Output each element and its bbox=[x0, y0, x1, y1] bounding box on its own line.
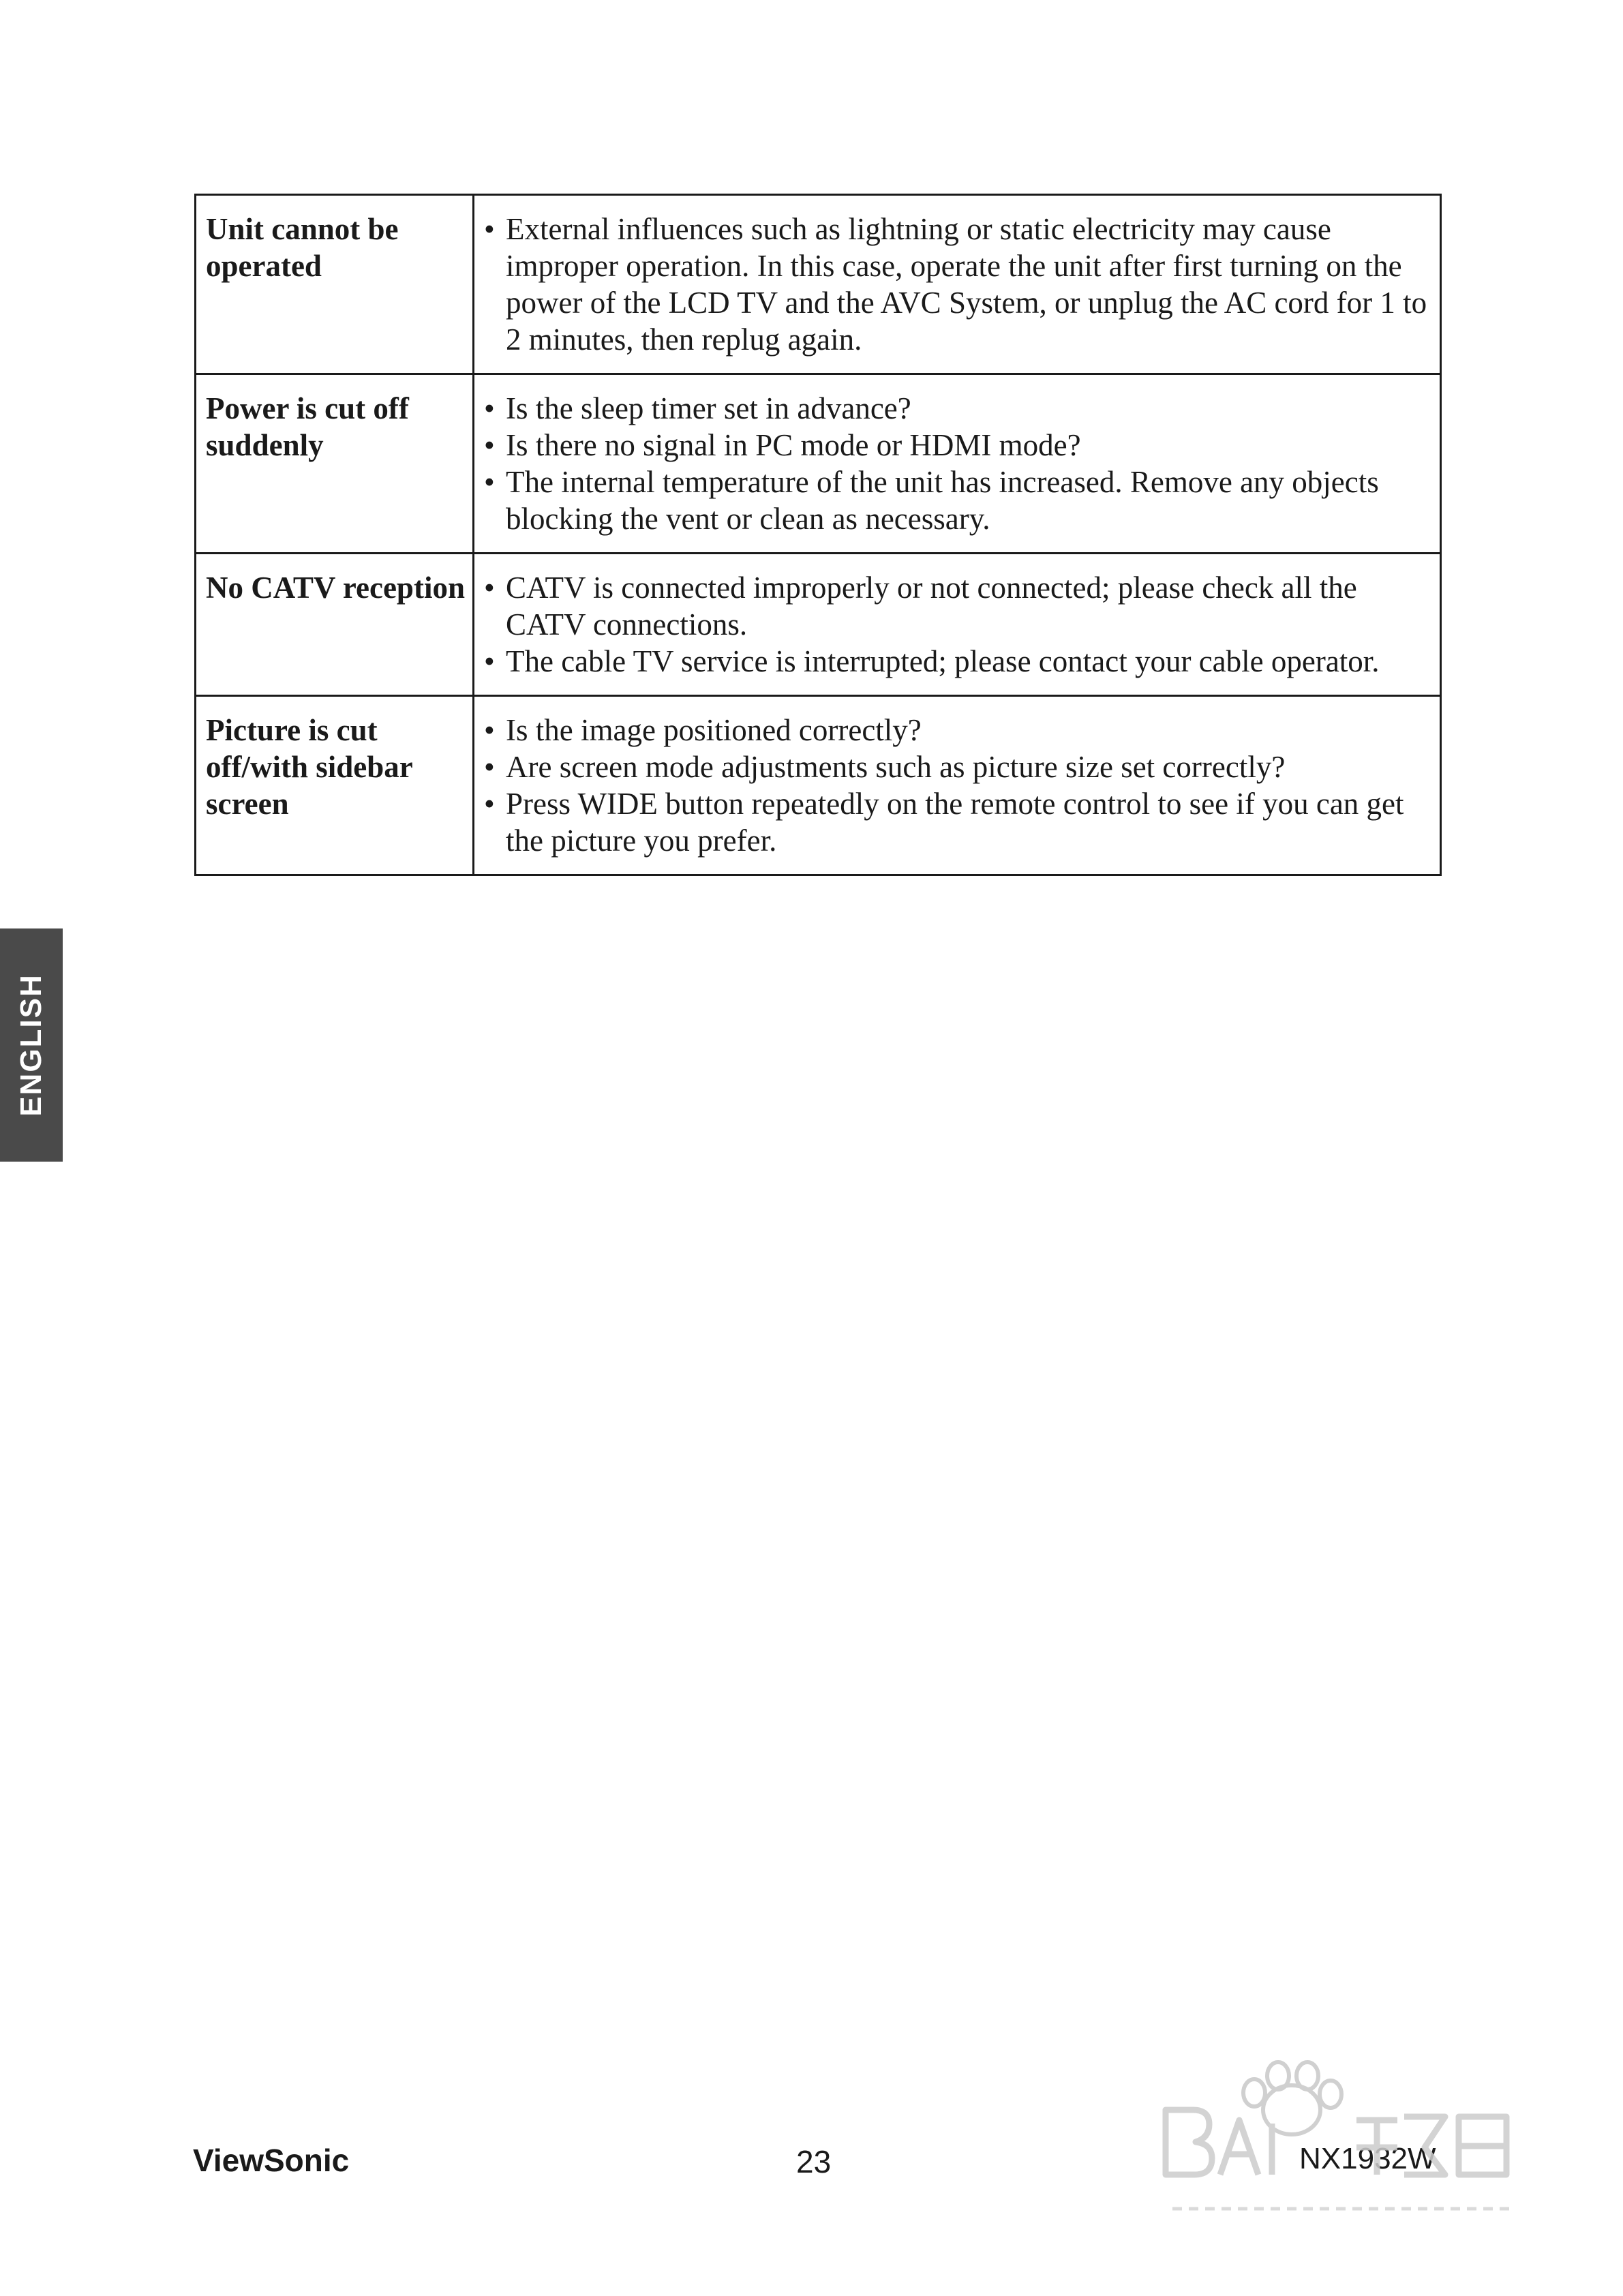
problem-cell: Unit cannot be operated bbox=[196, 195, 474, 374]
solution-item: • CATV is connected improperly or not connected; please check all the CATV connections. bbox=[484, 569, 1433, 643]
solution-item: • Are screen mode adjustments such as picture size set correctly? bbox=[484, 749, 1433, 785]
solution-item: • Is there no signal in PC mode or HDMI mode? bbox=[484, 427, 1433, 464]
problem-cell: Power is cut off suddenly bbox=[196, 374, 474, 554]
footer-brand: ViewSonic bbox=[193, 2143, 350, 2178]
problem-cell: No CATV reception bbox=[196, 554, 474, 696]
solution-item: • Is the sleep timer set in advance? bbox=[484, 390, 1433, 427]
table-row bbox=[196, 374, 1441, 554]
table-row bbox=[196, 554, 1441, 696]
solution-item: • The internal temperature of the unit has increased. Remove any objects blocking the vent or clean as necessary. bbox=[484, 464, 1433, 537]
solution-cell bbox=[474, 374, 1441, 554]
solution-list bbox=[484, 712, 1433, 859]
problem-cell: Picture is cut off/with sidebar screen bbox=[196, 696, 474, 875]
solution-item: • The cable TV service is interrupted; please contact your cable operator. bbox=[484, 643, 1433, 680]
language-label: ENGLISH bbox=[14, 973, 48, 1117]
solution-item: • External influences such as lightning or static electricity may cause improper operation. In this case, operate the unit after first turning on the power of the LCD TV and the AVC System, or unplug the AC cord for 1 to 2 minutes, then replug again. bbox=[484, 211, 1433, 358]
page-number: 23 bbox=[796, 2144, 832, 2179]
language-side-tab bbox=[0, 928, 63, 1162]
solution-list bbox=[484, 569, 1433, 680]
model-number: NX1932W bbox=[1299, 2142, 1436, 2175]
table-row bbox=[196, 195, 1441, 374]
solution-list bbox=[484, 211, 1433, 358]
troubleshooting-table bbox=[194, 194, 1442, 876]
baidu-watermark-icon bbox=[1152, 2045, 1534, 2250]
solution-item: • Is the image positioned correctly? bbox=[484, 712, 1433, 749]
solution-cell bbox=[474, 554, 1441, 696]
solution-list bbox=[484, 390, 1433, 537]
solution-cell bbox=[474, 696, 1441, 875]
table-row bbox=[196, 696, 1441, 875]
solution-item: • Press WIDE button repeatedly on the remote control to see if you can get the picture you prefer. bbox=[484, 785, 1433, 859]
solution-cell bbox=[474, 195, 1441, 374]
